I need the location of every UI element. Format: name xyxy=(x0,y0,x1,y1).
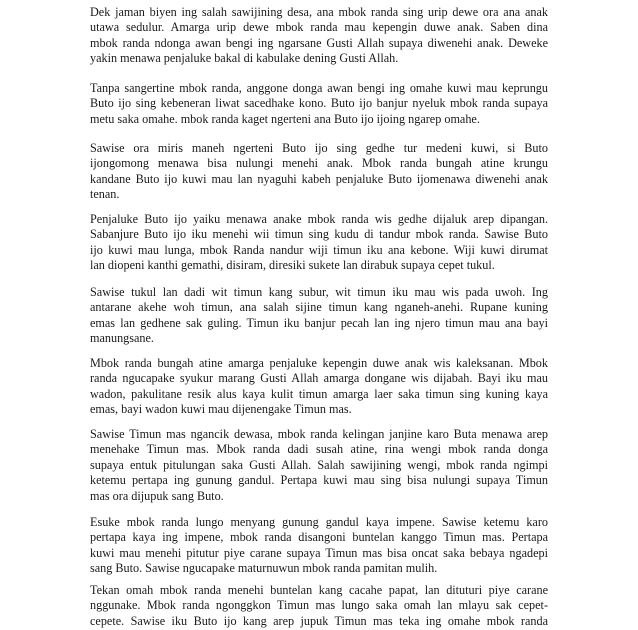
paragraph-1 xyxy=(90,5,548,67)
text-line: manungsane. xyxy=(90,331,154,346)
text-line: emas lan gedhene sak guling. Timun iku banjur pecah lan ing njero timun mau ana bayi xyxy=(90,315,548,330)
text-line: emas, bayi wadon kuwi mau dijenengake Timun mas. xyxy=(90,402,352,417)
text-line: Esuke mbok randa lungo menyang gunung gandul kaya impene. Sawise ketemu karo xyxy=(90,515,548,529)
text-line: Sawise Timun mas ngancik dewasa, mbok randa kelingan janjine karo Buta menawa arep xyxy=(90,427,548,441)
text-line: pertapa kaya ing impene, mbok randa disangoni buntelan kanggo Timun mas. Pertapa xyxy=(90,530,548,545)
text-line: Sabanjure Buto ijo iku menehi wii timun sing kudu di tandur mbok randa. Sawise Buto xyxy=(90,227,548,242)
paragraph-7 xyxy=(90,427,548,504)
text-line: cepete. Sawise iku Buto ijo kang arep jupuk Timun mas teka ing omahe mbok randa xyxy=(90,613,548,628)
text-line: randa ngucapake syukur marang Gusti Allah amarga dongane wis dijabah. Bayi iku mau xyxy=(90,371,548,386)
text-line: utawa sedulur. Amarga urip dewe mbok randa mau kepengin duwe anak. Saben dina xyxy=(90,20,548,35)
paragraph-2 xyxy=(90,81,548,127)
document-page xyxy=(90,0,548,630)
text-line: mbok randa ndonga awan bengi ing ngarsane Gusti Allah supaya diwenehi anak. Deweke xyxy=(90,35,548,50)
text-line: nggunake. Mbok randa ngonggkon Timun mas lungo saka omah lan mlayu sak cepet- xyxy=(90,598,548,613)
text-line: wadon, pakulitane resik alus kaya kulit timun amarga laer saka timun sing kuning kaya xyxy=(90,386,548,401)
text-line: Sawise ora miris maneh ngerteni Buto ijo sing gedhe tur medeni kuwi, si Buto xyxy=(90,141,548,155)
paragraph-6 xyxy=(90,356,548,418)
text-line: Dek jaman biyen ing salah sawijining desa, ana mbok randa sing urip dewe ora ana anak xyxy=(90,5,548,19)
paragraph-3 xyxy=(90,141,548,203)
text-line: metu saka omahe. mbok randa kaget ngerteni ana Buto ijo ijoing ngarep omahe. xyxy=(90,111,480,126)
text-line: mas ora dijupuk sang Buto. xyxy=(90,488,224,503)
text-line: yakin menawa penjaluke bakal di kabulake dening Gusti Allah. xyxy=(90,51,399,66)
paragraph-4 xyxy=(90,212,548,274)
text-line: Tanpa sangertine mbok randa, anggone donga awan bengi ing omahe kuwi mau keprungu xyxy=(90,81,548,95)
text-line: sang Buto. Sawise ngucapake maturnuwun mbok randa pamitan mulih. xyxy=(90,561,438,576)
text-line: Tekan omah mbok randa menehi buntelan kang cacahe papat, lan dituturi piye carane xyxy=(90,583,548,597)
text-line: Penjaluke Buto ijo yaiku menawa anake mbok randa wis gedhe dijaluk arep dipangan. xyxy=(90,212,548,226)
text-line: menehake Timun mas. Mbok randa dadi susah atine, rina wengi mbok randa donga xyxy=(90,442,548,457)
text-line: ijo kuwi mau lunga, mbok Randa nandur wiji timun iku ana kebone. Wiji kuwi dirumat xyxy=(90,242,548,257)
text-line: tenan. xyxy=(90,187,120,202)
text-line: antarane akehe woh timun, ana salah sijine timun kang nganeh-anehi. Rupane kuning xyxy=(90,300,548,315)
text-line: kandane Buto ijo kuwi mau lan nyaguhi kabeh penjaluke Buto ijomenawa diwenehi anak xyxy=(90,171,548,186)
text-line: Sawise tukul lan dadi wit timun kang subur, wit timun iku mau wis pada uwoh. Ing xyxy=(90,285,548,299)
text-line: Buto ijo sing kebeneran liwat sacedhake kono. Buto ijo banjur nyeluk mbok randa supaya xyxy=(90,96,548,111)
paragraph-9 xyxy=(90,583,548,629)
text-line: lan diopeni kanthi gemathi, disiram, diresiki sukete lan dirabuk supaya cepet tukul. xyxy=(90,258,495,273)
text-line: kuwi mau menehi pitutur piye carane supaya Timun mas bisa oncat saka bebaya ngadepi xyxy=(90,545,548,560)
paragraph-8 xyxy=(90,515,548,577)
text-line: supaya entuk pitulungan saka Gusti Allah. Salah sawijining wengi, mbok randa ngimpi xyxy=(90,457,548,472)
text-line: ketemu pertapa ing gunung gandul. Pertapa kuwi mau sing bisa nulungi supaya Timun xyxy=(90,473,548,488)
text-line: ijongomong menawa bisa nulungi menehi anak. Mbok randa bungah atine krungu xyxy=(90,156,548,171)
paragraph-5 xyxy=(90,285,548,347)
text-line: Mbok randa bungah atine amarga penjaluke kepengin duwe anak wis kaleksanan. Mbok xyxy=(90,356,548,370)
